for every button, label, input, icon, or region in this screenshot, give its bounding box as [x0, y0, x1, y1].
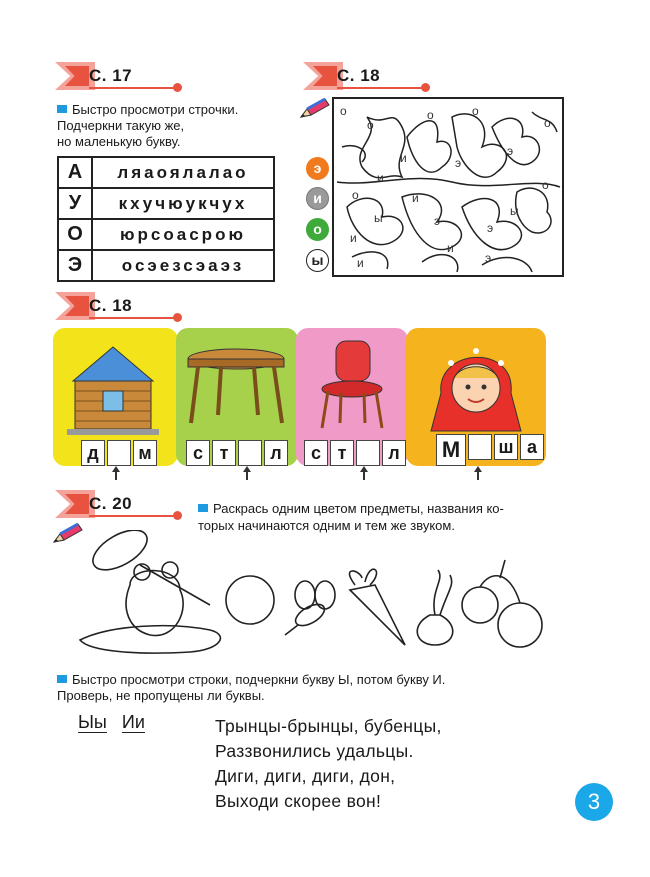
- table-row: [58, 157, 274, 188]
- word-blanks: [186, 440, 290, 466]
- instruction-line: Подчеркни такую же,: [57, 118, 185, 133]
- letter-box: М: [436, 434, 466, 466]
- word-blanks: [81, 440, 159, 466]
- pencil-icon: [297, 97, 331, 121]
- task1-instruction: [57, 102, 238, 150]
- puzzle-letter: э: [487, 221, 494, 235]
- legend-circle-e: э: [306, 157, 329, 180]
- letter-box: т: [212, 440, 236, 466]
- puzzle-letter: э: [455, 156, 462, 170]
- letter-blank[interactable]: [468, 434, 492, 460]
- letter-box: с: [186, 440, 210, 466]
- letter-sequence[interactable]: ляаоялалао: [92, 157, 274, 188]
- table-row: [58, 188, 274, 219]
- poem-line: Диги, диги, диги, дон,: [215, 766, 396, 786]
- section-label: С. 18: [89, 296, 133, 315]
- capital-letter: О: [58, 219, 92, 250]
- coloring-objects[interactable]: [70, 530, 560, 660]
- section-flag-inner: [65, 296, 89, 316]
- puzzle-letter: и: [350, 231, 357, 245]
- puzzle-letter: о: [472, 104, 479, 118]
- puzzle-letter: о: [340, 104, 347, 118]
- letter-sequence[interactable]: кхучюукчух: [92, 188, 274, 219]
- legend-circle-o: о: [306, 218, 329, 241]
- letter-blank[interactable]: [107, 440, 131, 466]
- instruction-line: Быстро просмотри строчки.: [72, 102, 239, 117]
- puzzle-letter: ы: [374, 211, 383, 225]
- puzzle-letter: э: [485, 251, 492, 265]
- carrot-icon: [350, 585, 405, 645]
- puzzle-letter: и: [357, 256, 364, 270]
- puzzle-letter: о: [367, 118, 374, 132]
- arrow-up-icon: [246, 468, 248, 480]
- puzzle-letter: о: [352, 188, 359, 202]
- capital-letter: А: [58, 157, 92, 188]
- picture-card-girl: [406, 328, 546, 466]
- poem-line: Раззвонились удальцы.: [215, 741, 414, 761]
- section-dot: [173, 511, 182, 520]
- table-row: [58, 250, 274, 281]
- picture-card-table: [176, 328, 298, 466]
- word-blanks: [436, 434, 546, 466]
- section-header-p20: [55, 490, 175, 518]
- instruction-line: торых начинаются одним и тем же звуком.: [198, 518, 455, 533]
- puzzle-letter: э: [434, 214, 441, 228]
- letter-table: [57, 156, 275, 282]
- arrow-up-icon: [115, 468, 117, 480]
- picture-card-house: [53, 328, 178, 466]
- section-label: С. 17: [89, 66, 133, 85]
- arrow-up-icon: [477, 468, 479, 480]
- task4-instruction: [198, 500, 504, 534]
- section-header-p18: [303, 62, 423, 90]
- instruction-line: Быстро просмотри строки, подчеркни букву Ы, потом букву И.: [72, 672, 446, 687]
- picture-card-chair: [296, 328, 408, 466]
- section-flag-inner: [65, 66, 89, 86]
- legend-circle-i: и: [306, 187, 329, 210]
- puzzle-letter: и: [377, 171, 384, 185]
- chair-icon: [296, 333, 408, 443]
- section-dot: [173, 83, 182, 92]
- section-underline: [89, 87, 175, 89]
- puzzle-letter: о: [542, 178, 549, 192]
- capital-letter: У: [58, 188, 92, 219]
- section-underline: [89, 515, 175, 517]
- letter-box: т: [330, 440, 354, 466]
- puzzle-letter: и: [412, 191, 419, 205]
- section-flag-inner: [65, 494, 89, 514]
- arrow-up-icon: [363, 468, 365, 480]
- word-blanks: [304, 440, 408, 466]
- letter-sequence[interactable]: осэезсэаэз: [92, 250, 274, 281]
- poem[interactable]: [215, 714, 442, 814]
- lemon-icon: [226, 576, 274, 624]
- page-number: 3: [575, 783, 613, 821]
- bullet-icon: [57, 105, 67, 113]
- puzzle-letter: ы: [510, 204, 519, 218]
- section-flag-inner: [313, 66, 337, 86]
- puzzle-letter: о: [544, 116, 551, 130]
- letter-box: ш: [494, 434, 518, 460]
- capital-letter: Э: [58, 250, 92, 281]
- bullet-icon: [198, 504, 208, 512]
- section-underline: [337, 87, 423, 89]
- instruction-line: но маленькую букву.: [57, 134, 181, 149]
- section-label: С. 18: [337, 66, 381, 85]
- section-underline: [89, 317, 175, 319]
- puzzle-letter: и: [400, 151, 407, 165]
- puzzle-letter: о: [427, 108, 434, 122]
- instruction-line: Раскрась одним цветом предметы, названия ко-: [213, 501, 504, 516]
- poem-line: Выходи скорее вон!: [215, 791, 382, 811]
- puzzle-letter: э: [507, 144, 514, 158]
- task5-instruction: [57, 672, 445, 704]
- section-header-p18-words: [55, 292, 175, 320]
- letters-i: Ии: [121, 712, 145, 732]
- legend-circle-y: ы: [306, 249, 329, 272]
- section-label: С. 20: [89, 494, 133, 513]
- letter-box: с: [304, 440, 328, 466]
- poem-line: Трынцы-брынцы, бубенцы,: [215, 716, 442, 736]
- letter-box: л: [264, 440, 288, 466]
- section-dot: [173, 313, 182, 322]
- bullet-icon: [57, 675, 67, 683]
- letters-y: Ыы: [78, 712, 107, 732]
- instruction-line: Проверь, не пропущены ли буквы.: [57, 688, 265, 703]
- table-icon: [176, 333, 298, 443]
- letter-sequence[interactable]: юрсоасрою: [92, 219, 274, 250]
- puzzle-letter: и: [447, 241, 454, 255]
- table-row: [58, 219, 274, 250]
- house-icon: [53, 333, 178, 443]
- section-dot: [421, 83, 430, 92]
- section-header-p17: [55, 62, 175, 90]
- letter-blank[interactable]: [238, 440, 262, 466]
- letter-box: л: [382, 440, 406, 466]
- letter-box: а: [520, 434, 544, 460]
- coloring-puzzle[interactable]: [332, 97, 564, 277]
- letter-box: д: [81, 440, 105, 466]
- girl-icon: [406, 333, 546, 443]
- letter-blank[interactable]: [356, 440, 380, 466]
- onion-icon: [417, 615, 452, 645]
- letter-box: м: [133, 440, 157, 466]
- letters-sample: [78, 712, 145, 733]
- net-icon: [87, 530, 154, 578]
